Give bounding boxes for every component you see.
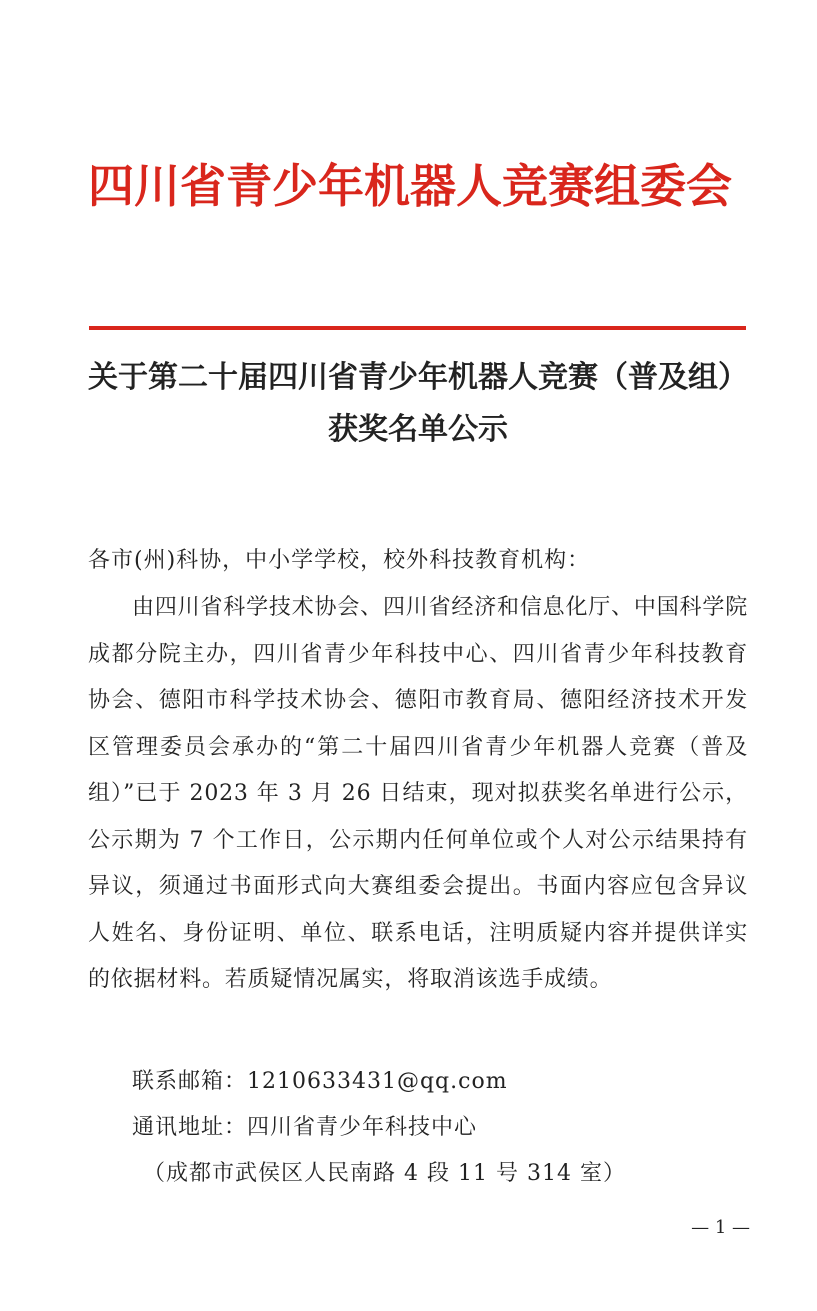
body-paragraph: 由四川省科学技术协会、四川省经济和信息化厅、中国科学院成都分院主办，四川省青少年科技中心、四川省青少年科技教育协会、德阳市科学技术协会、德阳市教育局、德阳经济技术开发区管理委员会承办的“第二十届四川省青少年机器人竞赛（普及组）”已于 2023 年 3 月 26 日结束，现对拟获奖名单进行公示，公示期为 7 个工作日，公示期内任何单位或个人对公示结果持有异议，须通过书面形式向大赛组委会提出。书面内容应包含异议人姓名、身份证明、单位、联系电话，注明质疑内容并提供详实的依据材料。若质疑情况属实，将取消该选手成绩。 bbox=[88, 595, 748, 992]
contact-email: 联系邮箱：1210633431@qq.com bbox=[132, 1069, 508, 1094]
page-number: — 1 — bbox=[691, 1217, 750, 1238]
contact-address: 通讯地址：四川省青少年科技中心 bbox=[132, 1115, 478, 1140]
red-divider-line bbox=[89, 326, 746, 330]
document-title: 关于第二十届四川省青少年机器人竞赛（普及组）获奖名单公示 bbox=[88, 360, 748, 447]
contact-address-detail: （成都市武侯区人民南路 4 段 11 号 314 室） bbox=[143, 1161, 626, 1186]
salutation: 各市(州)科协，中小学学校，校外科技教育机构： bbox=[88, 548, 591, 573]
issuer-header: 四川省青少年机器人竞赛组委会 bbox=[88, 159, 732, 213]
